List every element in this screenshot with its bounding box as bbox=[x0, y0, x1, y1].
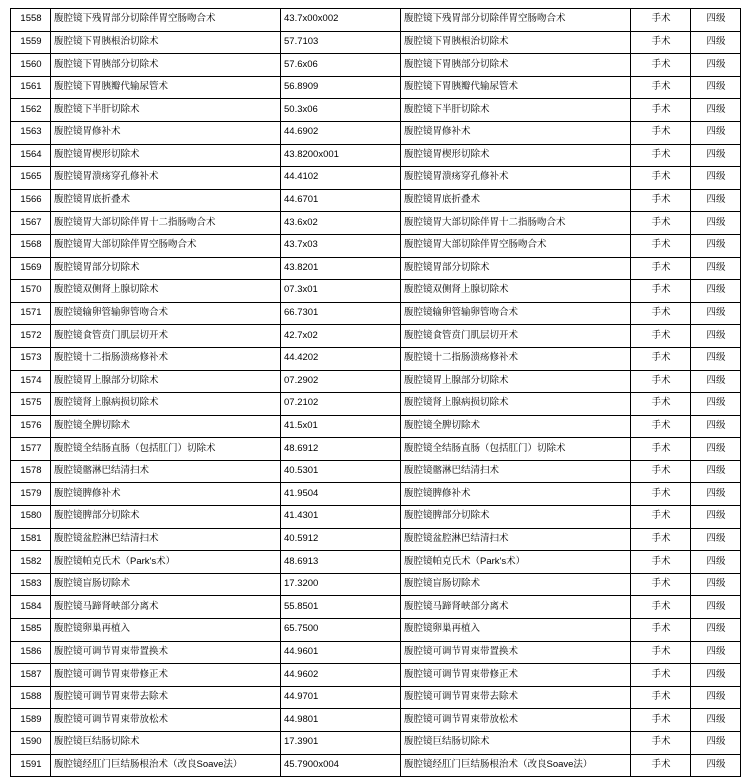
table-row bbox=[11, 686, 741, 709]
procedure-level-cell: 四级 bbox=[691, 212, 741, 235]
procedure-type-cell: 手术 bbox=[631, 189, 691, 212]
procedure-name-alt-cell: 腹腔镜胃底折叠术 bbox=[401, 189, 631, 212]
row-index-cell: 1577 bbox=[11, 438, 51, 461]
procedure-name-cell: 腹腔镜盆腔淋巴结清扫术 bbox=[51, 528, 281, 551]
procedure-level-cell: 四级 bbox=[691, 641, 741, 664]
procedure-code-cell: 43.8201 bbox=[281, 257, 401, 280]
row-index-cell: 1558 bbox=[11, 9, 51, 32]
row-index-cell: 1582 bbox=[11, 551, 51, 574]
procedure-name-alt-cell: 腹腔镜输卵管输卵管吻合术 bbox=[401, 302, 631, 325]
procedure-level-cell: 四级 bbox=[691, 325, 741, 348]
table-row bbox=[11, 302, 741, 325]
procedure-code-cell: 43.7x03 bbox=[281, 234, 401, 257]
row-index-cell: 1563 bbox=[11, 121, 51, 144]
procedure-type-cell: 手术 bbox=[631, 460, 691, 483]
procedure-level-cell: 四级 bbox=[691, 54, 741, 77]
procedure-code-cell: 43.6x02 bbox=[281, 212, 401, 235]
row-index-cell: 1578 bbox=[11, 460, 51, 483]
row-index-cell: 1567 bbox=[11, 212, 51, 235]
procedure-code-cell: 66.7301 bbox=[281, 302, 401, 325]
procedure-name-alt-cell: 腹腔镜下胃胰瓣代输尿管术 bbox=[401, 76, 631, 99]
procedure-code-cell: 44.9601 bbox=[281, 641, 401, 664]
procedure-name-alt-cell: 腹腔镜胃大部切除伴胃十二指肠吻合术 bbox=[401, 212, 631, 235]
table-row bbox=[11, 234, 741, 257]
procedure-type-cell: 手术 bbox=[631, 754, 691, 777]
procedure-type-cell: 手术 bbox=[631, 573, 691, 596]
row-index-cell: 1584 bbox=[11, 596, 51, 619]
table-row bbox=[11, 641, 741, 664]
procedure-name-cell: 腹腔镜脾修补术 bbox=[51, 483, 281, 506]
procedure-name-alt-cell: 腹腔镜可调节胃束带放松术 bbox=[401, 709, 631, 732]
procedure-type-cell: 手术 bbox=[631, 370, 691, 393]
procedure-name-alt-cell: 腹腔镜全结肠直肠（包括肛门）切除术 bbox=[401, 438, 631, 461]
procedure-code-cell: 48.6913 bbox=[281, 551, 401, 574]
procedure-level-cell: 四级 bbox=[691, 234, 741, 257]
row-index-cell: 1585 bbox=[11, 619, 51, 642]
row-index-cell: 1580 bbox=[11, 506, 51, 529]
procedure-level-cell: 四级 bbox=[691, 528, 741, 551]
table-row bbox=[11, 212, 741, 235]
procedure-type-cell: 手术 bbox=[631, 167, 691, 190]
procedure-level-cell: 四级 bbox=[691, 302, 741, 325]
table-row bbox=[11, 54, 741, 77]
procedure-level-cell: 四级 bbox=[691, 167, 741, 190]
row-index-cell: 1574 bbox=[11, 370, 51, 393]
table-row bbox=[11, 709, 741, 732]
table-row bbox=[11, 754, 741, 777]
procedure-code-cell: 44.9602 bbox=[281, 664, 401, 687]
procedure-name-cell: 腹腔镜胃溃疡穿孔修补术 bbox=[51, 167, 281, 190]
row-index-cell: 1575 bbox=[11, 393, 51, 416]
procedure-level-cell: 四级 bbox=[691, 99, 741, 122]
procedure-type-cell: 手术 bbox=[631, 506, 691, 529]
procedure-type-cell: 手术 bbox=[631, 709, 691, 732]
table-row bbox=[11, 596, 741, 619]
procedure-name-cell: 腹腔镜全结肠直肠（包括肛门）切除术 bbox=[51, 438, 281, 461]
procedure-type-cell: 手术 bbox=[631, 664, 691, 687]
procedure-type-cell: 手术 bbox=[631, 31, 691, 54]
procedure-type-cell: 手术 bbox=[631, 280, 691, 303]
table-body bbox=[11, 9, 741, 777]
procedure-level-cell: 四级 bbox=[691, 686, 741, 709]
procedure-name-cell: 腹腔镜肾上腺病损切除术 bbox=[51, 393, 281, 416]
row-index-cell: 1586 bbox=[11, 641, 51, 664]
row-index-cell: 1566 bbox=[11, 189, 51, 212]
procedure-table bbox=[10, 8, 741, 777]
procedure-code-cell: 42.7x02 bbox=[281, 325, 401, 348]
table-row bbox=[11, 99, 741, 122]
procedure-level-cell: 四级 bbox=[691, 76, 741, 99]
procedure-code-cell: 41.4301 bbox=[281, 506, 401, 529]
procedure-name-alt-cell: 腹腔镜十二指肠溃疡修补术 bbox=[401, 347, 631, 370]
procedure-name-cell: 腹腔镜脾部分切除术 bbox=[51, 506, 281, 529]
procedure-name-alt-cell: 腹腔镜胃楔形切除术 bbox=[401, 144, 631, 167]
procedure-name-cell: 腹腔镜双侧肾上腺切除术 bbox=[51, 280, 281, 303]
procedure-name-cell: 腹腔镜髂淋巴结清扫术 bbox=[51, 460, 281, 483]
procedure-name-cell: 腹腔镜胃上腺部分切除术 bbox=[51, 370, 281, 393]
procedure-level-cell: 四级 bbox=[691, 415, 741, 438]
procedure-name-cell: 腹腔镜胃修补术 bbox=[51, 121, 281, 144]
procedure-type-cell: 手术 bbox=[631, 438, 691, 461]
procedure-type-cell: 手术 bbox=[631, 257, 691, 280]
procedure-name-alt-cell: 腹腔镜脾部分切除术 bbox=[401, 506, 631, 529]
procedure-name-alt-cell: 腹腔镜盲肠切除术 bbox=[401, 573, 631, 596]
procedure-name-alt-cell: 腹腔镜脾修补术 bbox=[401, 483, 631, 506]
procedure-code-cell: 17.3901 bbox=[281, 732, 401, 755]
procedure-level-cell: 四级 bbox=[691, 257, 741, 280]
procedure-name-alt-cell: 腹腔镜胃上腺部分切除术 bbox=[401, 370, 631, 393]
procedure-code-cell: 56.8909 bbox=[281, 76, 401, 99]
procedure-code-cell: 48.6912 bbox=[281, 438, 401, 461]
procedure-level-cell: 四级 bbox=[691, 121, 741, 144]
procedure-level-cell: 四级 bbox=[691, 460, 741, 483]
table-row bbox=[11, 325, 741, 348]
table-row bbox=[11, 506, 741, 529]
table-row bbox=[11, 280, 741, 303]
procedure-name-alt-cell: 腹腔镜食管贲门肌层切开术 bbox=[401, 325, 631, 348]
procedure-type-cell: 手术 bbox=[631, 212, 691, 235]
table-row bbox=[11, 31, 741, 54]
table-row bbox=[11, 189, 741, 212]
table-row bbox=[11, 121, 741, 144]
procedure-code-cell: 44.6701 bbox=[281, 189, 401, 212]
table-row bbox=[11, 664, 741, 687]
procedure-type-cell: 手术 bbox=[631, 619, 691, 642]
procedure-name-cell: 腹腔镜胃底折叠术 bbox=[51, 189, 281, 212]
procedure-name-alt-cell: 腹腔镜帕克氏术（Park's术） bbox=[401, 551, 631, 574]
procedure-code-cell: 40.5301 bbox=[281, 460, 401, 483]
procedure-type-cell: 手术 bbox=[631, 483, 691, 506]
procedure-code-cell: 65.7500 bbox=[281, 619, 401, 642]
procedure-name-cell: 腹腔镜胃大部切除伴胃十二指肠吻合术 bbox=[51, 212, 281, 235]
procedure-name-alt-cell: 腹腔镜下胃胰根治切除术 bbox=[401, 31, 631, 54]
procedure-type-cell: 手术 bbox=[631, 347, 691, 370]
procedure-name-alt-cell: 腹腔镜可调节胃束带去除术 bbox=[401, 686, 631, 709]
row-index-cell: 1581 bbox=[11, 528, 51, 551]
procedure-code-cell: 50.3x06 bbox=[281, 99, 401, 122]
row-index-cell: 1576 bbox=[11, 415, 51, 438]
table-row bbox=[11, 393, 741, 416]
row-index-cell: 1562 bbox=[11, 99, 51, 122]
procedure-level-cell: 四级 bbox=[691, 393, 741, 416]
procedure-name-alt-cell: 腹腔镜双侧肾上腺切除术 bbox=[401, 280, 631, 303]
procedure-name-cell: 腹腔镜帕克氏术（Park's术） bbox=[51, 551, 281, 574]
procedure-code-cell: 43.7x00x002 bbox=[281, 9, 401, 32]
procedure-level-cell: 四级 bbox=[691, 732, 741, 755]
table-row bbox=[11, 76, 741, 99]
procedure-type-cell: 手术 bbox=[631, 393, 691, 416]
procedure-level-cell: 四级 bbox=[691, 189, 741, 212]
procedure-name-cell: 腹腔镜可调节胃束带修正术 bbox=[51, 664, 281, 687]
row-index-cell: 1560 bbox=[11, 54, 51, 77]
procedure-level-cell: 四级 bbox=[691, 551, 741, 574]
procedure-type-cell: 手术 bbox=[631, 9, 691, 32]
procedure-type-cell: 手术 bbox=[631, 302, 691, 325]
procedure-type-cell: 手术 bbox=[631, 415, 691, 438]
procedure-level-cell: 四级 bbox=[691, 483, 741, 506]
table-row bbox=[11, 257, 741, 280]
procedure-name-cell: 腹腔镜马蹄肾峡部分离术 bbox=[51, 596, 281, 619]
table-row bbox=[11, 732, 741, 755]
table-row bbox=[11, 573, 741, 596]
procedure-name-alt-cell: 腹腔镜髂淋巴结清扫术 bbox=[401, 460, 631, 483]
row-index-cell: 1583 bbox=[11, 573, 51, 596]
procedure-name-cell: 腹腔镜可调节胃束带放松术 bbox=[51, 709, 281, 732]
procedure-code-cell: 57.6x06 bbox=[281, 54, 401, 77]
table-row bbox=[11, 551, 741, 574]
procedure-name-cell: 腹腔镜胃大部切除伴胃空肠吻合术 bbox=[51, 234, 281, 257]
procedure-name-cell: 腹腔镜盲肠切除术 bbox=[51, 573, 281, 596]
procedure-code-cell: 41.9504 bbox=[281, 483, 401, 506]
table-row bbox=[11, 528, 741, 551]
row-index-cell: 1589 bbox=[11, 709, 51, 732]
procedure-type-cell: 手术 bbox=[631, 234, 691, 257]
procedure-level-cell: 四级 bbox=[691, 664, 741, 687]
row-index-cell: 1565 bbox=[11, 167, 51, 190]
table-row bbox=[11, 438, 741, 461]
procedure-name-alt-cell: 腹腔镜可调节胃束带修正术 bbox=[401, 664, 631, 687]
procedure-code-cell: 41.5x01 bbox=[281, 415, 401, 438]
procedure-level-cell: 四级 bbox=[691, 506, 741, 529]
procedure-name-alt-cell: 腹腔镜经肛门巨结肠根治术（改良Soave法） bbox=[401, 754, 631, 777]
procedure-name-alt-cell: 腹腔镜胃部分切除术 bbox=[401, 257, 631, 280]
procedure-code-cell: 57.7103 bbox=[281, 31, 401, 54]
procedure-level-cell: 四级 bbox=[691, 596, 741, 619]
procedure-code-cell: 45.7900x004 bbox=[281, 754, 401, 777]
procedure-type-cell: 手术 bbox=[631, 121, 691, 144]
procedure-code-cell: 43.8200x001 bbox=[281, 144, 401, 167]
procedure-name-alt-cell: 腹腔镜卵巢再植入 bbox=[401, 619, 631, 642]
procedure-name-cell: 腹腔镜可调节胃束带置换术 bbox=[51, 641, 281, 664]
procedure-name-cell: 腹腔镜卵巢再植入 bbox=[51, 619, 281, 642]
table-row bbox=[11, 460, 741, 483]
procedure-level-cell: 四级 bbox=[691, 370, 741, 393]
procedure-name-cell: 腹腔镜下残胃部分切除伴胃空肠吻合术 bbox=[51, 9, 281, 32]
procedure-type-cell: 手术 bbox=[631, 551, 691, 574]
procedure-code-cell: 07.2102 bbox=[281, 393, 401, 416]
procedure-name-alt-cell: 腹腔镜可调节胃束带置换术 bbox=[401, 641, 631, 664]
procedure-level-cell: 四级 bbox=[691, 280, 741, 303]
procedure-code-cell: 44.6902 bbox=[281, 121, 401, 144]
row-index-cell: 1570 bbox=[11, 280, 51, 303]
table-row bbox=[11, 415, 741, 438]
row-index-cell: 1568 bbox=[11, 234, 51, 257]
procedure-code-cell: 44.4202 bbox=[281, 347, 401, 370]
row-index-cell: 1591 bbox=[11, 754, 51, 777]
table-row bbox=[11, 167, 741, 190]
procedure-type-cell: 手术 bbox=[631, 686, 691, 709]
procedure-name-alt-cell: 腹腔镜盆腔淋巴结清扫术 bbox=[401, 528, 631, 551]
procedure-code-cell: 44.9801 bbox=[281, 709, 401, 732]
procedure-type-cell: 手术 bbox=[631, 144, 691, 167]
procedure-code-cell: 07.2902 bbox=[281, 370, 401, 393]
procedure-name-alt-cell: 腹腔镜胃溃疡穿孔修补术 bbox=[401, 167, 631, 190]
table-row bbox=[11, 483, 741, 506]
procedure-type-cell: 手术 bbox=[631, 54, 691, 77]
procedure-name-cell: 腹腔镜输卵管输卵管吻合术 bbox=[51, 302, 281, 325]
procedure-name-cell: 腹腔镜胃楔形切除术 bbox=[51, 144, 281, 167]
procedure-level-cell: 四级 bbox=[691, 144, 741, 167]
procedure-level-cell: 四级 bbox=[691, 438, 741, 461]
procedure-code-cell: 07.3x01 bbox=[281, 280, 401, 303]
procedure-name-alt-cell: 腹腔镜肾上腺病损切除术 bbox=[401, 393, 631, 416]
row-index-cell: 1559 bbox=[11, 31, 51, 54]
table-row bbox=[11, 619, 741, 642]
table-row bbox=[11, 144, 741, 167]
procedure-level-cell: 四级 bbox=[691, 347, 741, 370]
procedure-name-alt-cell: 腹腔镜胃修补术 bbox=[401, 121, 631, 144]
procedure-type-cell: 手术 bbox=[631, 732, 691, 755]
procedure-name-cell: 腹腔镜十二指肠溃疡修补术 bbox=[51, 347, 281, 370]
procedure-name-cell: 腹腔镜胃部分切除术 bbox=[51, 257, 281, 280]
row-index-cell: 1571 bbox=[11, 302, 51, 325]
procedure-level-cell: 四级 bbox=[691, 9, 741, 32]
row-index-cell: 1569 bbox=[11, 257, 51, 280]
procedure-name-alt-cell: 腹腔镜下半肝切除术 bbox=[401, 99, 631, 122]
procedure-name-alt-cell: 腹腔镜下胃胰部分切除术 bbox=[401, 54, 631, 77]
table-row bbox=[11, 347, 741, 370]
row-index-cell: 1573 bbox=[11, 347, 51, 370]
row-index-cell: 1561 bbox=[11, 76, 51, 99]
procedure-code-cell: 40.5912 bbox=[281, 528, 401, 551]
procedure-name-cell: 腹腔镜下半肝切除术 bbox=[51, 99, 281, 122]
procedure-level-cell: 四级 bbox=[691, 754, 741, 777]
procedure-type-cell: 手术 bbox=[631, 325, 691, 348]
procedure-type-cell: 手术 bbox=[631, 528, 691, 551]
procedure-type-cell: 手术 bbox=[631, 99, 691, 122]
procedure-code-cell: 55.8501 bbox=[281, 596, 401, 619]
table-row bbox=[11, 370, 741, 393]
procedure-name-cell: 腹腔镜食管贲门肌层切开术 bbox=[51, 325, 281, 348]
row-index-cell: 1564 bbox=[11, 144, 51, 167]
procedure-level-cell: 四级 bbox=[691, 709, 741, 732]
procedure-name-cell: 腹腔镜下胃胰瓣代输尿管术 bbox=[51, 76, 281, 99]
procedure-level-cell: 四级 bbox=[691, 619, 741, 642]
procedure-name-alt-cell: 腹腔镜全脾切除术 bbox=[401, 415, 631, 438]
procedure-name-cell: 腹腔镜下胃胰根治切除术 bbox=[51, 31, 281, 54]
procedure-type-cell: 手术 bbox=[631, 76, 691, 99]
row-index-cell: 1590 bbox=[11, 732, 51, 755]
procedure-name-cell: 腹腔镜经肛门巨结肠根治术（改良Soave法） bbox=[51, 754, 281, 777]
procedure-name-cell: 腹腔镜下胃胰部分切除术 bbox=[51, 54, 281, 77]
procedure-code-cell: 17.3200 bbox=[281, 573, 401, 596]
procedure-code-cell: 44.4102 bbox=[281, 167, 401, 190]
row-index-cell: 1572 bbox=[11, 325, 51, 348]
procedure-name-cell: 腹腔镜全脾切除术 bbox=[51, 415, 281, 438]
procedure-name-cell: 腹腔镜可调节胃束带去除术 bbox=[51, 686, 281, 709]
procedure-code-cell: 44.9701 bbox=[281, 686, 401, 709]
procedure-name-alt-cell: 腹腔镜巨结肠切除术 bbox=[401, 732, 631, 755]
table-row bbox=[11, 9, 741, 32]
row-index-cell: 1588 bbox=[11, 686, 51, 709]
row-index-cell: 1587 bbox=[11, 664, 51, 687]
procedure-name-alt-cell: 腹腔镜下残胃部分切除伴胃空肠吻合术 bbox=[401, 9, 631, 32]
row-index-cell: 1579 bbox=[11, 483, 51, 506]
procedure-level-cell: 四级 bbox=[691, 573, 741, 596]
procedure-name-cell: 腹腔镜巨结肠切除术 bbox=[51, 732, 281, 755]
procedure-type-cell: 手术 bbox=[631, 641, 691, 664]
procedure-name-alt-cell: 腹腔镜马蹄肾峡部分离术 bbox=[401, 596, 631, 619]
procedure-name-alt-cell: 腹腔镜胃大部切除伴胃空肠吻合术 bbox=[401, 234, 631, 257]
procedure-type-cell: 手术 bbox=[631, 596, 691, 619]
procedure-level-cell: 四级 bbox=[691, 31, 741, 54]
